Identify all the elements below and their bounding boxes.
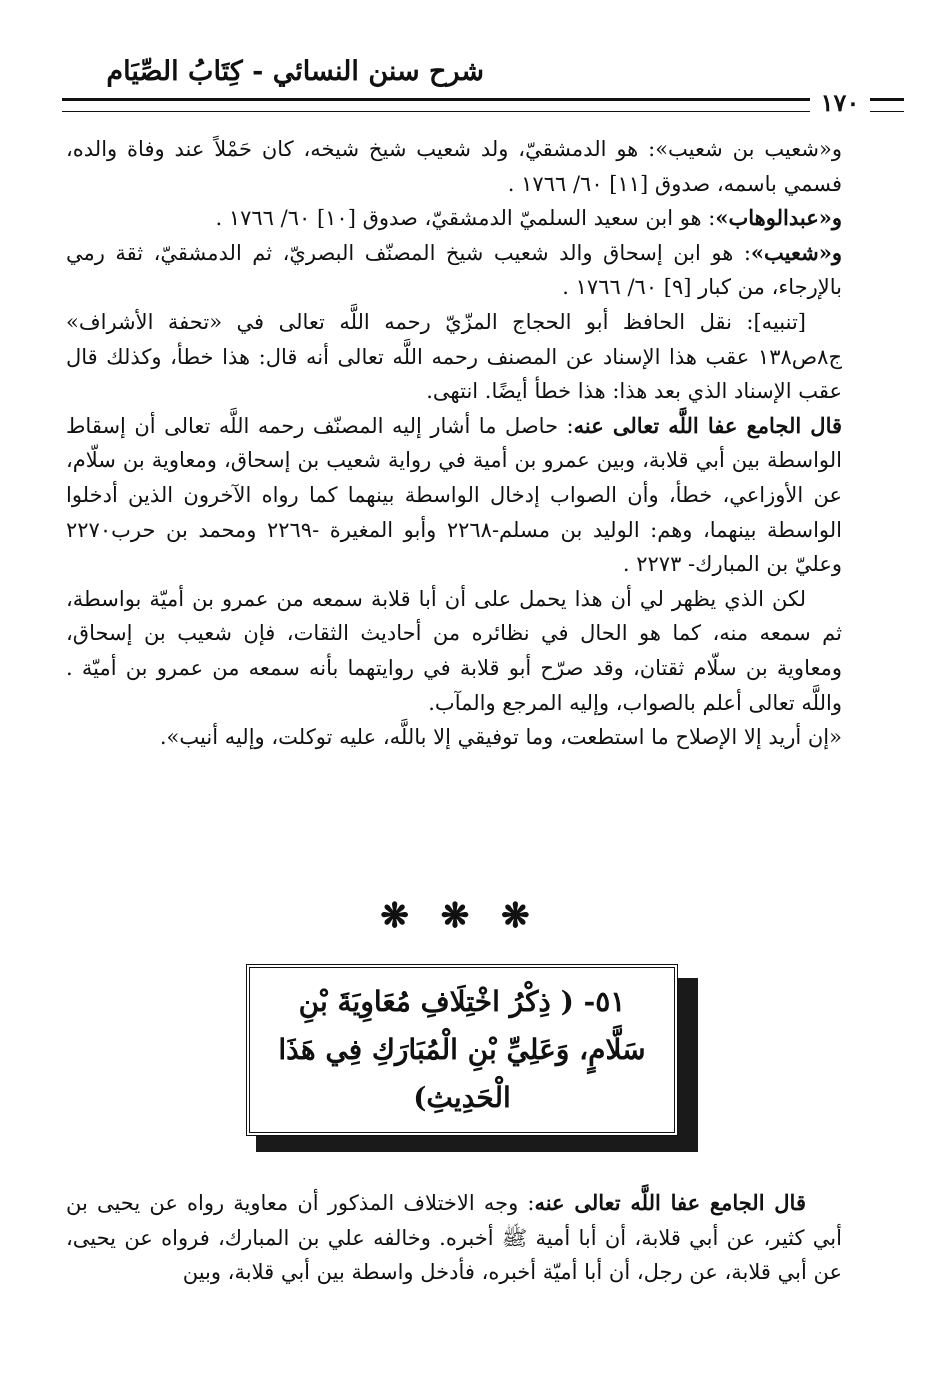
paragraph: و«شعيب»: هو ابن إسحاق والد شعيب شيخ المصنّف البصريّ، ثم الدمشقيّ، ثقة رمي بالإرجاء، من كبار [٩] ٦٠/ ١٧٦٦ . <box>66 239 842 300</box>
chapter-heading: ٥١- ( ذِكْرُ اخْتِلَافِ مُعَاوِيَةَ بْنِ سَلَّامٍ، وَعَلِيِّ بْنِ الْمُبَارَكِ فِي هَذَا الْحَدِيثِ) <box>246 964 678 1136</box>
paragraph: [تنبيه]: نقل الحافظ أبو الحجاج المزّيّ رحمه اللَّه تعالى في «تحفة الأشراف» ج٨ص١٣٨ عقب هذا الإسناد عن المصنف رحمه اللَّه تعالى أنه قال: هذا خطأ، وكذلك قال عقب الإسناد الذي بعد هذا: هذا خطأ أيضًا. انتهى. <box>66 309 842 404</box>
paragraph: قال الجامع عفا اللَّه تعالى عنه: حاصل ما أشار إليه المصنّف رحمه اللَّه تعالى أن إسقاط الواسطة بين أبي قلابة، وبين عمرو بن أمية في رواية شعيب بن إسحاق، ومعاوية بن سلّام، عن الأوزاعي، خطأ، وأن الصواب إدخال الواسطة بينهما كما رواه الآخرون الذين أدخلوا الواسطة بينهما، وهم: الوليد بن مسلم-٢٢٦٨ وأبو المغيرة -٢٢٦٩ ومحمد بن حرب٢٢٧٠ وعليّ بن المبارك- ٢٢٧٣ . <box>66 412 843 577</box>
paragraph: «إن أريد إلا الإصلاح ما استطعت، وما توفيقي إلا باللَّه، عليه توكلت، وإليه أنيب». <box>159 725 842 750</box>
paragraph: و«عبدالوهاب»: هو ابن سعيد السلميّ الدمشقيّ، صدوق [١٠] ٦٠/ ١٧٦٦ . <box>215 205 842 231</box>
paragraph: لكن الذي يظهر لي أن هذا يحمل على أن أبا قلابة سمعه من عمرو بن أميّة بواسطة، ثم سمعه منه، كما هو الحال في نظائره من أحاديث الثقات، فإن شعيب بن إسحاق، ومعاوية بن سلّام ثقتان، وقد صرّح أبو قلابة في روايتهما بأنه سمعه من عمرو بن أميّة . واللَّه تعالى أعلم بالصواب، وإليه المرجع والمآب. <box>66 586 842 715</box>
page-number: ١٧٠ <box>810 88 870 117</box>
running-header-title: شرح سنن النسائي - كِتَابُ الصِّيَام <box>106 56 484 87</box>
body-text <box>66 132 842 755</box>
header-rule <box>62 98 842 112</box>
paragraph: قال الجامع عفا اللَّه تعالى عنه: وجه الاختلاف المذكور أن معاوية رواه عن يحيى بن أبي كثير، عن أبي قلابة، أن أبا أمية ﷺ أخبره. وخالفه علي بن المبارك، فرواه عن يحيى، عن أبي قلابة، عن رجل، أن أبا أميّة أخبره، فأدخل واسطة بين أبي قلابة، وبين <box>66 1190 842 1285</box>
section-separator: ❋ ❋ ❋ <box>380 896 540 936</box>
header-rule-right <box>870 98 904 112</box>
bottom-text <box>66 1186 842 1290</box>
paragraph: و«شعيب بن شعيب»: هو الدمشقيّ، ولد شعيب شيخ شيخه، كان حَمْلاً عند وفاة والده، فسمي باسمه، صدوق [١١] ٦٠/ ١٧٦٦ . <box>66 137 842 196</box>
